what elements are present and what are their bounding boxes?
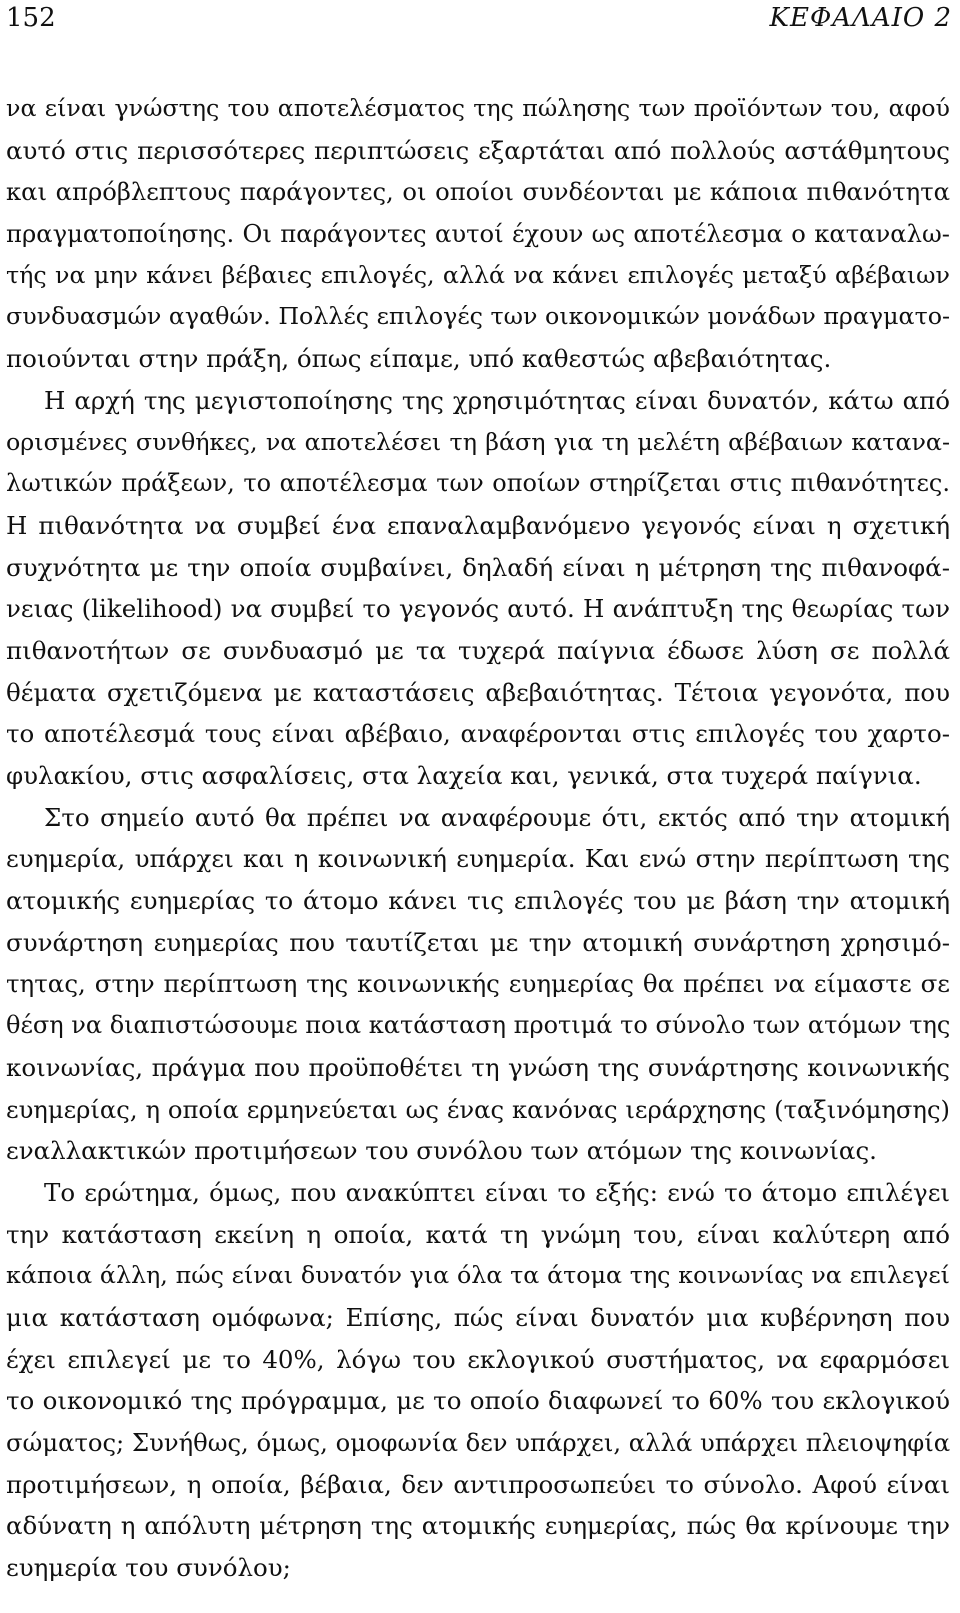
body-text [6, 88, 950, 1589]
text-line: πραγματοποίησης. Οι παράγοντες αυτοί έχουν ως αποτέλεσμα ο καταναλω- [6, 219, 950, 249]
text-line: ατομικής ευημερίας το άτομο κάνει τις επιλογές του με βάση την ατομική [6, 886, 950, 916]
text-line: συχνότητα με την οποία συμβαίνει, δηλαδή είναι η μέτρηση της πιθανοφά- [6, 552, 950, 582]
text-line: συνάρτηση ευημερίας που ταυτίζεται με την ατομική συνάρτηση χρησιμό- [6, 927, 950, 957]
text-line: πιθανοτήτων σε συνδυασμό με τα τυχερά παίγνια έδωσε λύση σε πολλά [6, 635, 950, 665]
text-line: έχει επιλεγεί με το 40%, λόγω του εκλογικού συστήματος, να εφαρμόσει [6, 1344, 950, 1374]
text-line: τητας, στην περίπτωση της κοινωνικής ευημερίας θα πρέπει να είμαστε σε [6, 969, 950, 999]
chapter-title: ΚΕΦΑΛΑΙΟ 2 [769, 3, 952, 33]
text-line: τής να μην κάνει βέβαιες επιλογές, αλλά να κάνει επιλογές μεταξύ αβέβαιων [6, 260, 950, 289]
text-line: αυτό στις περισσότερες περιπτώσεις εξαρτάται από πολλούς αστάθμητους [6, 135, 950, 165]
text-line: νειας (likelihood) να συμβεί το γεγονός αυτό. Η ανάπτυξη της θεωρίας των [6, 594, 950, 624]
text-line: την κατάσταση εκείνη η οποία, κατά τη γνώμη του, είναι καλύτερη από [6, 1219, 950, 1249]
text-line: να είναι γνώστης του αποτελέσματος της πώλησης των προϊόντων του, αφού [6, 94, 950, 122]
text-line: εναλλακτικών προτιμήσεων του συνόλου των ατόμων της κοινωνίας. [6, 1136, 877, 1166]
text-line: ορισμένες συνθήκες, να αποτελέσει τη βάση για τη μελέτη αβέβαιων κατανα- [6, 427, 950, 456]
running-header [6, 0, 952, 36]
text-line: κοινωνίας, πράγμα που προϋποθέτει τη γνώση της συνάρτησης κοινωνικής [6, 1052, 950, 1082]
text-line: θέση να διαπιστώσουμε ποια κατάσταση προτιμά το σύνολο των ατόμων της [6, 1011, 950, 1040]
text-line: Στο σημείο αυτό θα πρέπει να αναφέρουμε ότι, εκτός από την ατομική [44, 802, 950, 832]
page-number: 152 [6, 3, 56, 33]
text-line: ευημερία, υπάρχει και η κοινωνική ευημερία. Και ενώ στην περίπτωση της [6, 844, 950, 874]
text-line: μια κατάσταση ομόφωνα; Επίσης, πώς είναι δυνατόν μια κυβέρνηση που [6, 1302, 950, 1332]
text-line: σώματος; Συνήθως, όμως, ομοφωνία δεν υπάρχει, αλλά υπάρχει πλειοψηφία [6, 1428, 950, 1457]
text-line: ευημερία του συνόλου; [6, 1553, 291, 1583]
text-line: το αποτέλεσμά τους είναι αβέβαιο, αναφέρονται στις επιλογές του χαρτο- [6, 719, 950, 749]
text-line: προτιμήσεων, η οποία, βέβαια, δεν αντιπροσωπεύει το σύνολο. Αφού είναι [6, 1469, 950, 1499]
text-line: Η πιθανότητα να συμβεί ένα επαναλαμβανόμενο γεγονός είναι η σχετική [6, 510, 950, 540]
text-line: κάποια άλλη, πώς είναι δυνατόν για όλα τα άτομα της κοινωνίας να επιλεγεί [6, 1261, 950, 1290]
text-line: συνδυασμών αγαθών. Πολλές επιλογές των οικονομικών μονάδων πραγματο- [6, 302, 950, 331]
text-line: θέματα σχετιζόμενα με καταστάσεις αβεβαιότητας. Τέτοια γεγονότα, που [6, 677, 950, 707]
text-line: το οικονομικό της πρόγραμμα, με το οποίο διαφωνεί το 60% του εκλογικού [6, 1386, 950, 1416]
text-line: λωτικών πράξεων, το αποτέλεσμα των οποίων στηρίζεται στις πιθανότητες. [6, 469, 950, 498]
text-line: Η αρχή της μεγιστοποίησης της χρησιμότητας είναι δυνατόν, κάτω από [44, 385, 950, 415]
text-line: Το ερώτημα, όμως, που ανακύπτει είναι το εξής: ενώ το άτομο επιλέγει [44, 1177, 950, 1207]
text-line: φυλακίου, στις ασφαλίσεις, στα λαχεία και, γενικά, στα τυχερά παίγνια. [6, 761, 922, 790]
text-line: ευημερίας, η οποία ερμηνεύεται ως ένας κανόνας ιεράρχησης (ταξινόμησης) [6, 1094, 950, 1124]
text-line: ποιούνται στην πράξη, όπως είπαμε, υπό καθεστώς αβεβαιότητας. [6, 344, 832, 374]
text-line: αδύνατη η απόλυτη μέτρηση της ατομικής ευημερίας, πώς θα κρίνουμε την [6, 1511, 950, 1541]
text-line: και απρόβλεπτους παράγοντες, οι οποίοι συνδέονται με κάποια πιθανότητα [6, 177, 950, 207]
